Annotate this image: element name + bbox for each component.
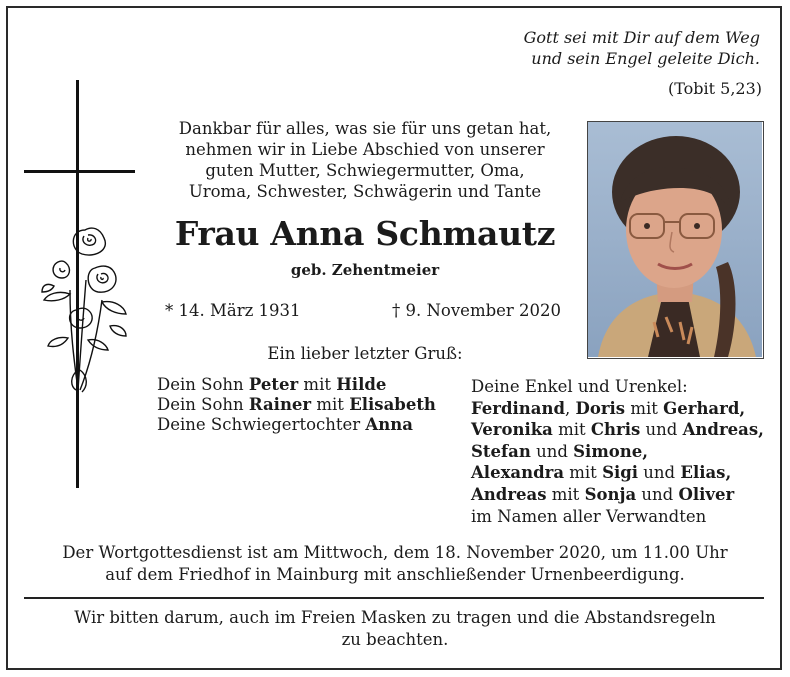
- motto-line: Gott sei mit Dir auf dem Weg: [523, 28, 760, 47]
- grandchildren-heading: Deine Enkel und Urenkel:: [471, 377, 688, 396]
- family-entry: Dein Sohn Rainer mit Elisabeth: [157, 395, 436, 414]
- family-list-left: [157, 375, 436, 435]
- service-line: Der Wortgottesdienst ist am Mittwoch, dem 18. November 2020, um 11.00 Uhr: [62, 543, 728, 562]
- death-date: † 9. November 2020: [392, 301, 562, 320]
- intro-line: Dankbar für alles, was sie für uns getan hat,: [178, 119, 552, 138]
- intro-line: nehmen wir in Liebe Abschied von unserer: [185, 140, 545, 159]
- mask-notice: [20, 607, 770, 651]
- intro-text: [150, 118, 580, 202]
- notice-line: Wir bitten darum, auch im Freien Masken zu tragen und die Abstandsregeln: [74, 608, 716, 627]
- family-entry: Andreas mit Sonja und Oliver: [471, 484, 735, 504]
- family-list-right: [471, 376, 764, 527]
- family-entry: Deine Schwiegertochter Anna: [157, 415, 413, 434]
- deceased-name: Frau Anna Schmautz: [174, 214, 556, 253]
- family-entry: Stefan und Simone,: [471, 441, 649, 461]
- portrait-photo: [587, 121, 764, 359]
- intro-line: guten Mutter, Schwiegermutter, Oma,: [205, 161, 525, 180]
- birth-date: * 14. März 1931: [165, 301, 301, 320]
- family-closing: im Namen aller Verwandten: [471, 506, 707, 526]
- divider: [24, 597, 764, 599]
- birth-name: geb. Zehentmeier: [290, 261, 440, 279]
- family-entry: Ferdinand, Doris mit Gerhard,: [471, 398, 746, 418]
- family-entry: Alexandra mit Sigi und Elias,: [471, 463, 732, 483]
- motto-verse: [430, 27, 760, 69]
- roses-icon: [40, 220, 132, 404]
- motto-line: und sein Engel geleite Dich.: [531, 49, 760, 68]
- motto-reference: (Tobit 5,23): [667, 79, 762, 98]
- intro-line: Uroma, Schwester, Schwägerin und Tante: [188, 182, 542, 201]
- notice-line: zu beachten.: [341, 630, 449, 649]
- cross-icon-bar: [24, 170, 135, 173]
- family-entry: Dein Sohn Peter mit Hilde: [157, 375, 387, 394]
- family-entry: Veronika mit Chris und Andreas,: [471, 420, 764, 440]
- farewell-heading: Ein lieber letzter Gruß:: [267, 344, 463, 363]
- service-line: auf dem Friedhof in Mainburg mit anschließender Urnenbeerdigung.: [105, 565, 685, 584]
- service-info: [20, 542, 770, 586]
